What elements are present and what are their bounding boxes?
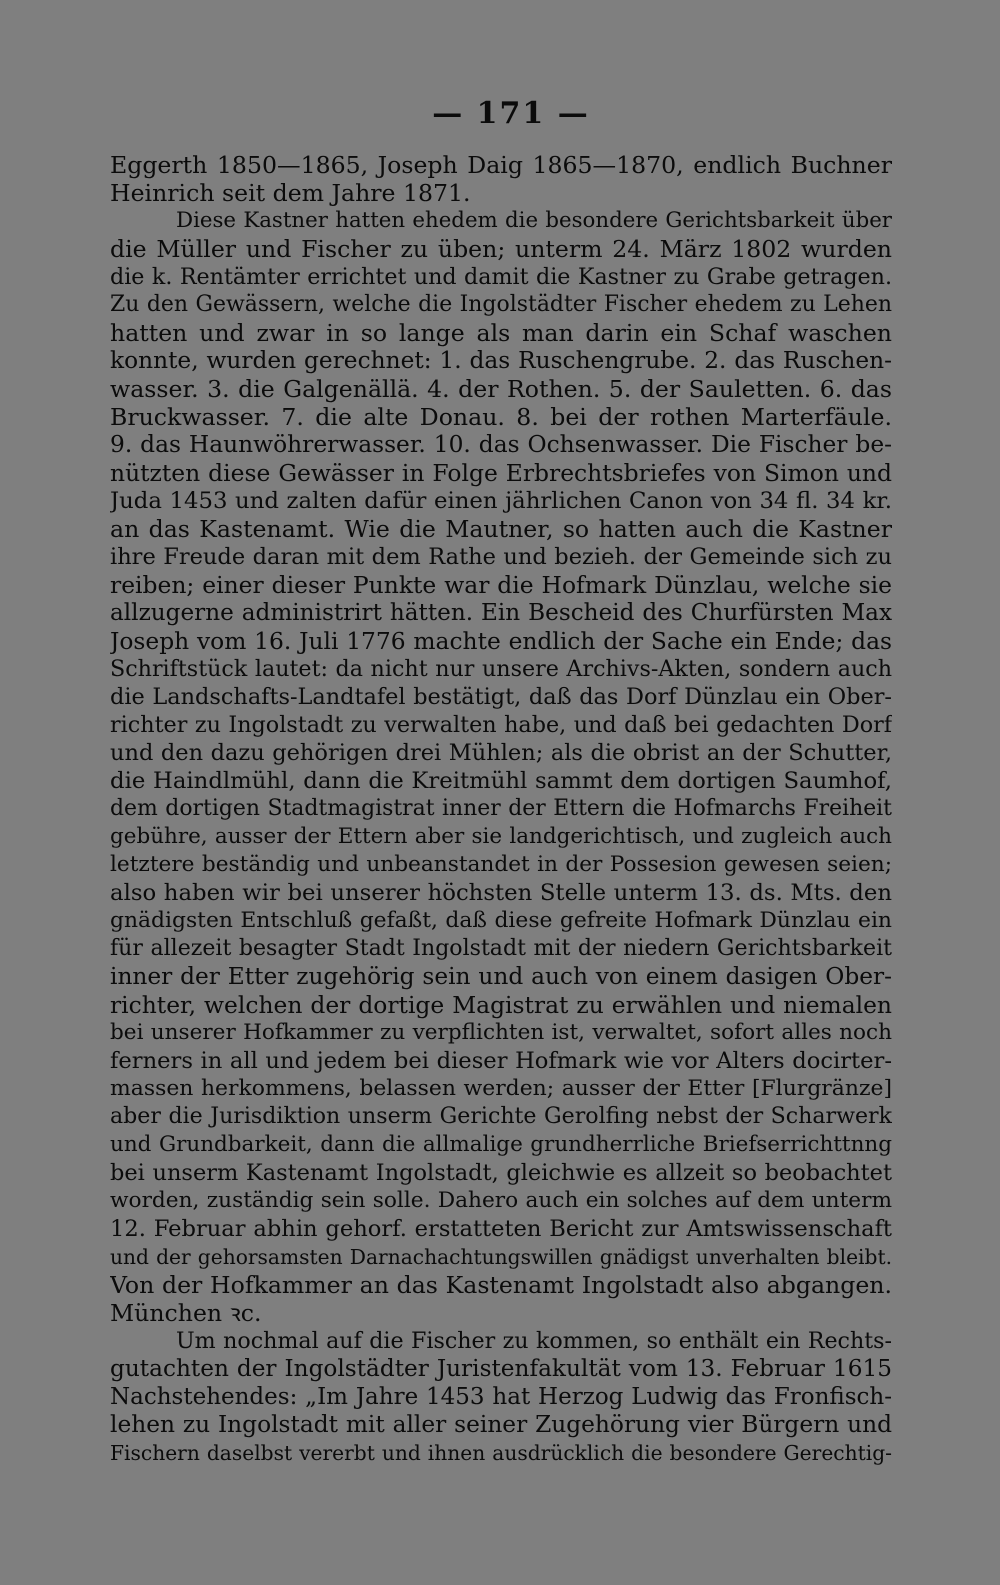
text-line: reiben; einer dieser Punkte war die Hofmark Dünzlau, welche sie	[110, 571, 892, 599]
text-line: konnte, wurden gerechnet: 1. das Ruschengrube. 2. das Ruschen-	[110, 347, 892, 374]
text-line: Von der Hofkammer an das Kastenamt Ingolstadt also abgangen.	[110, 1271, 892, 1299]
text-line: Zu den Gewässern, welche die Ingolstädter Fischer ehedem zu Lehen	[110, 292, 892, 317]
text-line: 12. Februar abhin gehorf. erstatteten Bericht zur Amtswissenschaft	[110, 1216, 892, 1242]
text-line: gebühre, ausser der Ettern aber sie landgerichtisch, und zugleich auch	[110, 824, 892, 849]
text-line: Um nochmal auf die Fischer zu kommen, so enthält ein Rechts-	[176, 1328, 892, 1354]
text-line: wasser. 3. die Galgenällä. 4. der Rothen. 5. der Sauletten. 6. das	[110, 375, 892, 403]
text-line: und der gehorsamsten Darnachachtungswillen gnädigst unverhalten bleibt.	[110, 1245, 892, 1269]
text-line: ihre Freude daran mit dem Rathe und bezieh. der Gemeinde sich zu	[110, 544, 892, 570]
text-line: die Landschafts-Landtafel bestätigt, daß das Dorf Dünzlau ein Ober-	[110, 684, 892, 710]
text-line: 9. das Haunwöhrerwasser. 10. das Ochsenwasser. Die Fischer be-	[110, 431, 892, 458]
text-line: hatten und zwar in so lange als man darin ein Schaf waschen	[110, 319, 892, 347]
text-line: Juda 1453 und zalten dafür einen jährlichen Canon von 34 fl. 34 kr.	[110, 488, 892, 514]
text-line: Fischern daselbst vererbt und ihnen ausdrücklich die besondere Gerechtig-	[110, 1441, 892, 1465]
text-line: und den dazu gehörigen drei Mühlen; als die obrist an der Schutter,	[110, 740, 892, 766]
text-line: also haben wir bei unserer höchsten Stelle unterm 13. ds. Mts. den	[110, 880, 892, 906]
text-line: Eggerth 1850—1865, Joseph Daig 1865—1870, endlich Buchner	[110, 151, 892, 179]
text-line: Heinrich seit dem Jahre 1871.	[110, 179, 471, 207]
text-line: Schriftstück lautet: da nicht nur unsere Archivs-Akten, sondern auch	[110, 656, 892, 682]
text-line: lehen zu Ingolstadt mit aller seiner Zugehörung vier Bürgern und	[110, 1411, 892, 1438]
text-line: Nachstehendes: „Im Jahre 1453 hat Herzog Ludwig das Fronfisch-	[110, 1384, 892, 1410]
text-line: bei unserm Kastenamt Ingolstadt, gleichwie es allzeit so beobachtet	[110, 1160, 892, 1186]
text-line: worden, zuständig sein solle. Dahero auch ein solches auf dem unterm	[110, 1188, 892, 1213]
text-line: Bruckwasser. 7. die alte Donau. 8. bei der rothen Marterfäule.	[110, 403, 892, 431]
text-line: München ꝛc.	[110, 1299, 262, 1327]
text-line: gnädigsten Entschluß gefaßt, daß diese gefreite Hofmark Dünzlau ein	[110, 908, 892, 933]
text-line: massen herkommens, belassen werden; ausser der Etter [Flurgränze]	[110, 1076, 892, 1101]
text-line: bei unserer Hofkammer zu verpflichten ist, verwaltet, sofort alles noch	[110, 1020, 892, 1045]
text-line: dem dortigen Stadtmagistrat inner der Ettern die Hofmarchs Freiheit	[110, 796, 892, 821]
text-line: und Grundbarkeit, dann die allmalige grundherrliche Briefserrichttnng	[110, 1132, 892, 1157]
text-line: richter zu Ingolstadt zu verwalten habe, und daß bei gedachten Dorf	[110, 712, 892, 738]
text-line: allzugerne administrirt hätten. Ein Bescheid des Churfürsten Max	[110, 600, 892, 626]
body-text	[110, 151, 892, 1467]
text-line: gutachten der Ingolstädter Juristenfakultät vom 13. Februar 1615	[110, 1355, 892, 1382]
text-line: die k. Rentämter errichtet und damit die Kastner zu Grabe getragen.	[110, 264, 892, 290]
text-line: an das Kastenamt. Wie die Mautner, so hatten auch die Kastner	[110, 515, 892, 543]
page-number: — 171 —	[432, 96, 590, 131]
text-line: ferners in all und jedem bei dieser Hofmark wie vor Alters docirter-	[110, 1048, 892, 1074]
text-line: letztere beständig und unbeanstandet in der Possesion gewesen seien;	[110, 852, 892, 877]
text-line: die Haindlmühl, dann die Kreitmühl sammt dem dortigen Saumhof,	[110, 768, 892, 794]
text-line: für allezeit besagter Stadt Ingolstadt mit der niedern Gerichtsbarkeit	[110, 936, 892, 961]
text-line: aber die Jurisdiktion unserm Gerichte Gerolfing nebst der Scharwerk	[110, 1104, 892, 1129]
text-line: Diese Kastner hatten ehedem die besondere Gerichtsbarkeit über	[176, 208, 892, 233]
text-line: nützten diese Gewässer in Folge Erbrechtsbriefes von Simon und	[110, 459, 892, 487]
text-line: inner der Etter zugehörig sein und auch von einem dasigen Ober-	[110, 963, 892, 990]
text-line: richter, welchen der dortige Magistrat zu erwählen und niemalen	[110, 991, 892, 1019]
text-line: die Müller und Fischer zu üben; unterm 24. März 1802 wurden	[110, 235, 892, 263]
text-line: Joseph vom 16. Juli 1776 machte endlich der Sache ein Ende; das	[110, 627, 892, 655]
